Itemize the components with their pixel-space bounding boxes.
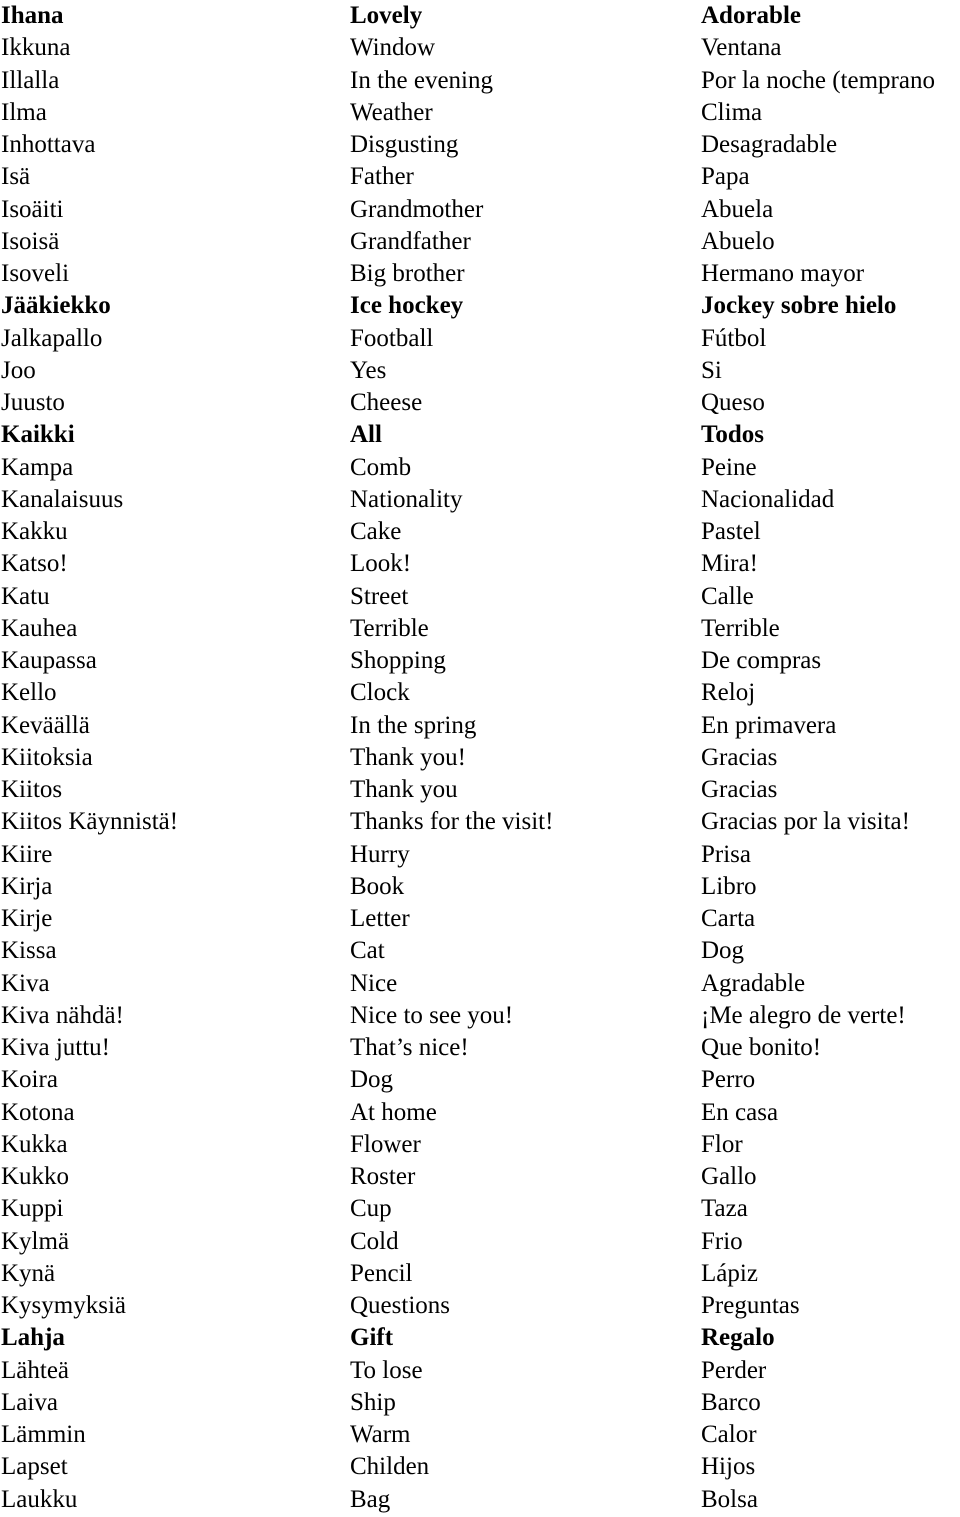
spanish-translation: Gallo [701,1163,757,1191]
spanish-translation: Gracias [701,743,778,771]
finnish-word: Kiva juttu! [1,1034,111,1062]
english-translation: Yes [350,356,387,384]
finnish-word: Kanalaisuus [1,485,124,513]
finnish-word: Inhottava [1,131,96,159]
english-translation: Cup [350,1195,392,1223]
finnish-word: Keväällä [1,711,90,739]
vocab-row [0,226,960,258]
spanish-translation: Calor [701,1421,757,1449]
spanish-translation: Terrible [701,614,780,642]
vocab-row [0,742,960,774]
finnish-word: Jääkiekko [1,292,111,320]
spanish-translation: Reloj [701,679,756,707]
english-translation: Cake [350,518,402,546]
spanish-translation: Abuelo [701,227,775,255]
spanish-translation: Queso [701,389,765,417]
finnish-word: Kylmä [1,1227,70,1255]
vocab-row [0,1258,960,1290]
vocab-row [0,452,960,484]
spanish-translation: De compras [701,647,822,675]
vocab-row [0,1161,960,1193]
vocab-row [0,710,960,742]
english-translation: Nationality [350,485,463,513]
vocab-row [0,581,960,613]
spanish-translation: En primavera [701,711,837,739]
finnish-word: Lähteä [1,1356,70,1384]
spanish-translation: Adorable [701,2,801,30]
finnish-word: Katu [1,582,50,610]
spanish-translation: Libro [701,872,757,900]
finnish-word: Kukko [1,1163,70,1191]
vocab-row [0,1064,960,1096]
vocab-row [0,1322,960,1354]
spanish-translation: Agradable [701,969,806,997]
english-translation: Grandmother [350,195,484,223]
finnish-word: Kiitos Käynnistä! [1,808,179,836]
spanish-translation: Barco [701,1388,761,1416]
spanish-translation: Calle [701,582,754,610]
vocab-row [0,97,960,129]
spanish-translation: Flor [701,1130,743,1158]
vocab-row [0,258,960,290]
vocab-row [0,806,960,838]
english-translation: To lose [350,1356,423,1384]
vocab-row [0,903,960,935]
vocab-row [0,290,960,322]
vocab-row [0,1000,960,1032]
finnish-word: Koira [1,1066,58,1094]
spanish-translation: Ventana [701,34,782,62]
vocab-row [0,1290,960,1322]
vocab-row [0,516,960,548]
finnish-word: Kynä [1,1259,56,1287]
english-translation: Thank you [350,776,458,804]
finnish-word: Isoäiti [1,195,64,223]
english-translation: Warm [350,1421,411,1449]
finnish-word: Lahja [1,1324,65,1352]
english-translation: In the spring [350,711,477,739]
vocab-row [0,1193,960,1225]
spanish-translation: Peine [701,453,757,481]
vocab-row [0,32,960,64]
vocab-row [0,1355,960,1387]
finnish-word: Kirja [1,872,53,900]
vocab-row [0,1226,960,1258]
vocab-row [0,1484,960,1516]
spanish-translation: Gracias [701,776,778,804]
english-translation: Dog [350,1066,394,1094]
spanish-translation: Gracias por la visita! [701,808,910,836]
finnish-word: Kauhea [1,614,78,642]
spanish-translation: Hermano mayor [701,260,865,288]
english-translation: Thank you! [350,743,466,771]
spanish-translation: Frio [701,1227,743,1255]
finnish-word: Kiva [1,969,50,997]
finnish-word: Kiire [1,840,53,868]
finnish-word: Juusto [1,389,65,417]
spanish-translation: Prisa [701,840,751,868]
spanish-translation: Pastel [701,518,761,546]
vocab-row [0,1451,960,1483]
english-translation: Big brother [350,260,465,288]
vocab-row [0,548,960,580]
english-translation: Look! [350,550,412,578]
finnish-word: Kotona [1,1098,75,1126]
spanish-translation: Papa [701,163,750,191]
vocab-row [0,677,960,709]
spanish-translation: Abuela [701,195,774,223]
finnish-word: Kiitoksia [1,743,93,771]
vocab-row [0,774,960,806]
english-translation: Lovely [350,2,423,30]
spanish-translation: Hijos [701,1453,756,1481]
finnish-word: Kello [1,679,57,707]
finnish-word: Kuppi [1,1195,64,1223]
spanish-translation: Nacionalidad [701,485,835,513]
english-translation: Flower [350,1130,421,1158]
vocab-row [0,613,960,645]
english-translation: Nice to see you! [350,1001,514,1029]
spanish-translation: En casa [701,1098,779,1126]
english-translation: Window [350,34,436,62]
finnish-word: Laiva [1,1388,58,1416]
vocab-row [0,194,960,226]
finnish-word: Kirje [1,905,53,933]
spanish-translation: Desagradable [701,131,838,159]
vocab-row [0,323,960,355]
spanish-translation: Dog [701,937,745,965]
vocab-row [0,65,960,97]
spanish-translation: ¡Me alegro de verte! [701,1001,906,1029]
vocab-row [0,839,960,871]
spanish-translation: Bolsa [701,1485,758,1513]
english-translation: Football [350,324,434,352]
finnish-word: Laukku [1,1485,78,1513]
english-translation: Questions [350,1292,450,1320]
vocab-row [0,1097,960,1129]
spanish-translation: Por la noche (temprano [701,66,935,94]
finnish-word: Kampa [1,453,74,481]
spanish-translation: Preguntas [701,1292,800,1320]
vocab-row [0,129,960,161]
finnish-word: Illalla [1,66,60,94]
english-translation: Terrible [350,614,429,642]
vocab-row [0,355,960,387]
spanish-translation: Todos [701,421,765,449]
english-translation: Ship [350,1388,396,1416]
english-translation: Hurry [350,840,410,868]
english-translation: Bag [350,1485,391,1513]
spanish-translation: Jockey sobre hielo [701,292,897,320]
english-translation: Book [350,872,405,900]
finnish-word: Kukka [1,1130,68,1158]
finnish-word: Ikkuna [1,34,71,62]
spanish-translation: Clima [701,98,763,126]
english-translation: Cold [350,1227,399,1255]
spanish-translation: Perder [701,1356,767,1384]
vocab-row [0,484,960,516]
english-translation: All [350,421,382,449]
vocab-row [0,645,960,677]
finnish-word: Kaikki [1,421,75,449]
spanish-translation: Regalo [701,1324,775,1352]
english-translation: That’s nice! [350,1034,469,1062]
vocab-row [0,1387,960,1419]
spanish-translation: Fútbol [701,324,767,352]
spanish-translation: Si [701,356,722,384]
spanish-translation: Lápiz [701,1259,758,1287]
finnish-word: Ilma [1,98,47,126]
english-translation: At home [350,1098,437,1126]
english-translation: Father [350,163,414,191]
english-translation: Childen [350,1453,430,1481]
vocab-row [0,1129,960,1161]
finnish-word: Lapset [1,1453,68,1481]
vocab-row [0,935,960,967]
english-translation: Grandfather [350,227,471,255]
english-translation: Roster [350,1163,416,1191]
english-translation: Weather [350,98,433,126]
vocab-row [0,419,960,451]
english-translation: Pencil [350,1259,413,1287]
english-translation: Street [350,582,409,610]
finnish-word: Isoisä [1,227,60,255]
english-translation: Disgusting [350,131,459,159]
vocab-row [0,387,960,419]
spanish-translation: Que bonito! [701,1034,822,1062]
spanish-translation: Mira! [701,550,758,578]
finnish-word: Kakku [1,518,68,546]
english-translation: Cat [350,937,385,965]
vocab-row [0,161,960,193]
finnish-word: Joo [1,356,36,384]
english-translation: In the evening [350,66,494,94]
spanish-translation: Perro [701,1066,756,1094]
finnish-word: Isoveli [1,260,70,288]
spanish-translation: Taza [701,1195,748,1223]
finnish-word: Isä [1,163,31,191]
finnish-word: Kiva nähdä! [1,1001,124,1029]
finnish-word: Katso! [1,550,68,578]
english-translation: Gift [350,1324,394,1352]
english-translation: Shopping [350,647,446,675]
english-translation: Thanks for the visit! [350,808,554,836]
finnish-word: Kissa [1,937,57,965]
finnish-word: Kiitos [1,776,63,804]
vocab-row [0,1419,960,1451]
vocab-row [0,871,960,903]
finnish-word: Lämmin [1,1421,86,1449]
vocab-row [0,968,960,1000]
english-translation: Comb [350,453,412,481]
english-translation: Clock [350,679,410,707]
english-translation: Ice hockey [350,292,464,320]
finnish-word: Kaupassa [1,647,97,675]
finnish-word: Jalkapallo [1,324,103,352]
finnish-word: Kysymyksiä [1,1292,126,1320]
finnish-word: Ihana [1,2,64,30]
spanish-translation: Carta [701,905,756,933]
english-translation: Letter [350,905,410,933]
vocab-row [0,0,960,32]
english-translation: Cheese [350,389,423,417]
vocab-row [0,1032,960,1064]
english-translation: Nice [350,969,398,997]
